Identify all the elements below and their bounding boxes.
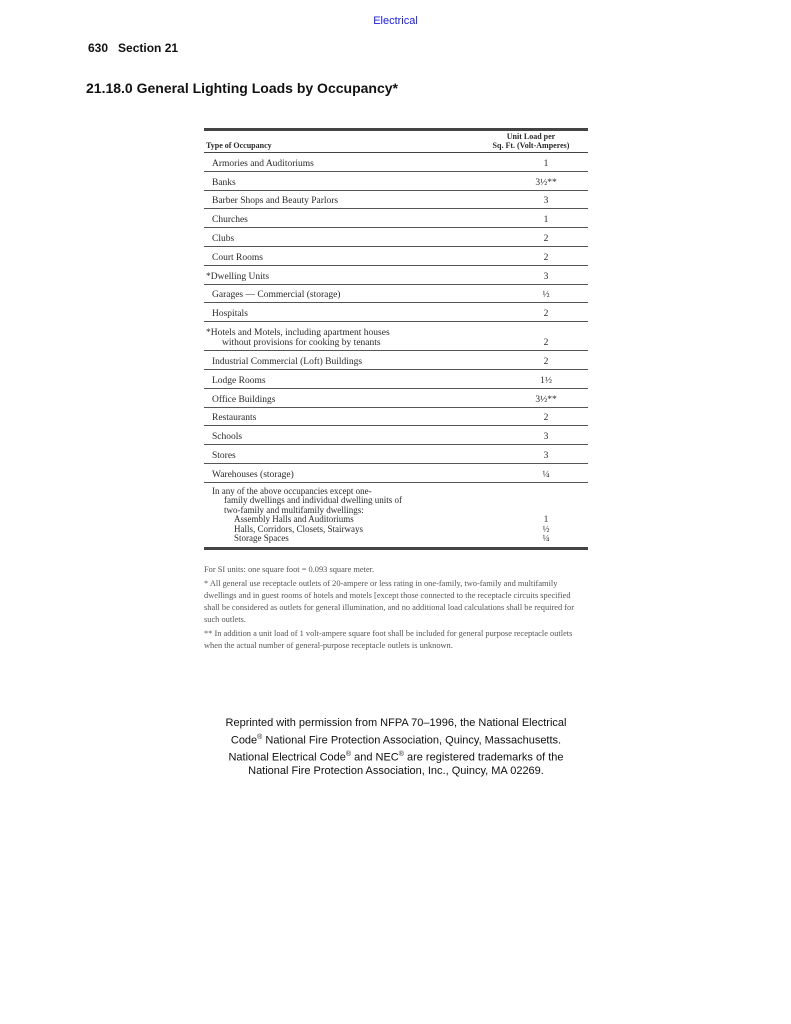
- table-row: Clubs 2: [204, 228, 588, 247]
- page-header: [88, 41, 178, 55]
- exception-row: Storage Spaces ¼: [234, 533, 550, 544]
- table-row: Churches 1: [204, 209, 588, 228]
- lighting-loads-table-image: [204, 128, 588, 654]
- reprint-credit: Reprinted with permission from NFPA 70–1996, the National Electrical Code® National Fire Protection Association, Quincy, Massachusetts. National Electrical Code® and NEC® are registered trademarks of the National Fire Protection Association, Inc., Quincy, MA 02269.: [225, 717, 567, 777]
- section-label: Section 21: [118, 41, 179, 55]
- table-row: Banks 3½**: [204, 172, 588, 191]
- section-title: 21.18.0 General Lighting Loads by Occupancy*: [86, 80, 398, 96]
- table-row: Industrial Commercial (Loft) Buildings 2: [204, 351, 588, 370]
- electrical-link[interactable]: Electrical: [373, 15, 418, 27]
- col-occupancy-header: Type of Occupancy: [206, 141, 272, 150]
- page-number: 630: [88, 41, 109, 55]
- table-row: Warehouses (storage) ¼: [204, 464, 588, 483]
- table-row: Lodge Rooms 1½: [204, 370, 588, 389]
- table-row: Hospitals 2: [204, 303, 588, 322]
- star-footnote: * All general use receptacle outlets of 20-ampere or less rating in one-family, two-family and multifamily dwellings and in guest rooms of hotels and motels [except those connected to the receptacle circuits specified shall be considered as outlets for general illumination, and no additional load calculations shall be required for such outlets.: [204, 578, 575, 624]
- table-row: *Dwelling Units 3: [204, 266, 588, 285]
- table-row: *Hotels and Motels, including apartment houses without provisions for cooking by tenants 2: [204, 322, 588, 351]
- table-row: Schools 3: [204, 426, 588, 445]
- table-row: Garages — Commercial (storage) ½: [204, 285, 588, 304]
- col-unit-load-header: Unit Load per Sq. Ft. (Volt-Amperes): [492, 132, 570, 150]
- exception-row: Halls, Corridors, Closets, Stairways ½: [234, 523, 550, 534]
- double-star-footnote: ** In addition a unit load of 1 volt-ampere square foot shall be included for general purpose receptacle outlets when the actual number of general-purpose receptacle outlets is unknown.: [204, 628, 573, 650]
- exception-row: Assembly Halls and Auditoriums 1: [234, 514, 549, 525]
- table-header: [204, 131, 588, 153]
- table-row: Barber Shops and Beauty Parlors 3: [204, 191, 588, 210]
- table-row: Office Buildings 3½**: [204, 389, 588, 408]
- exceptions-intro: In any of the above occupancies except one- family dwellings and individual dwelling units of two-family and multifamily dwellings:: [212, 485, 402, 515]
- table-row: Stores 3: [204, 445, 588, 464]
- exceptions-block: [204, 483, 588, 550]
- si-note: For SI units: one square foot = 0.093 square meter.: [204, 564, 375, 574]
- table-row: Restaurants 2: [204, 408, 588, 427]
- table-row: Court Rooms 2: [204, 247, 588, 266]
- table-row: Armories and Auditoriums 1: [204, 153, 588, 172]
- table-notes: [204, 564, 588, 652]
